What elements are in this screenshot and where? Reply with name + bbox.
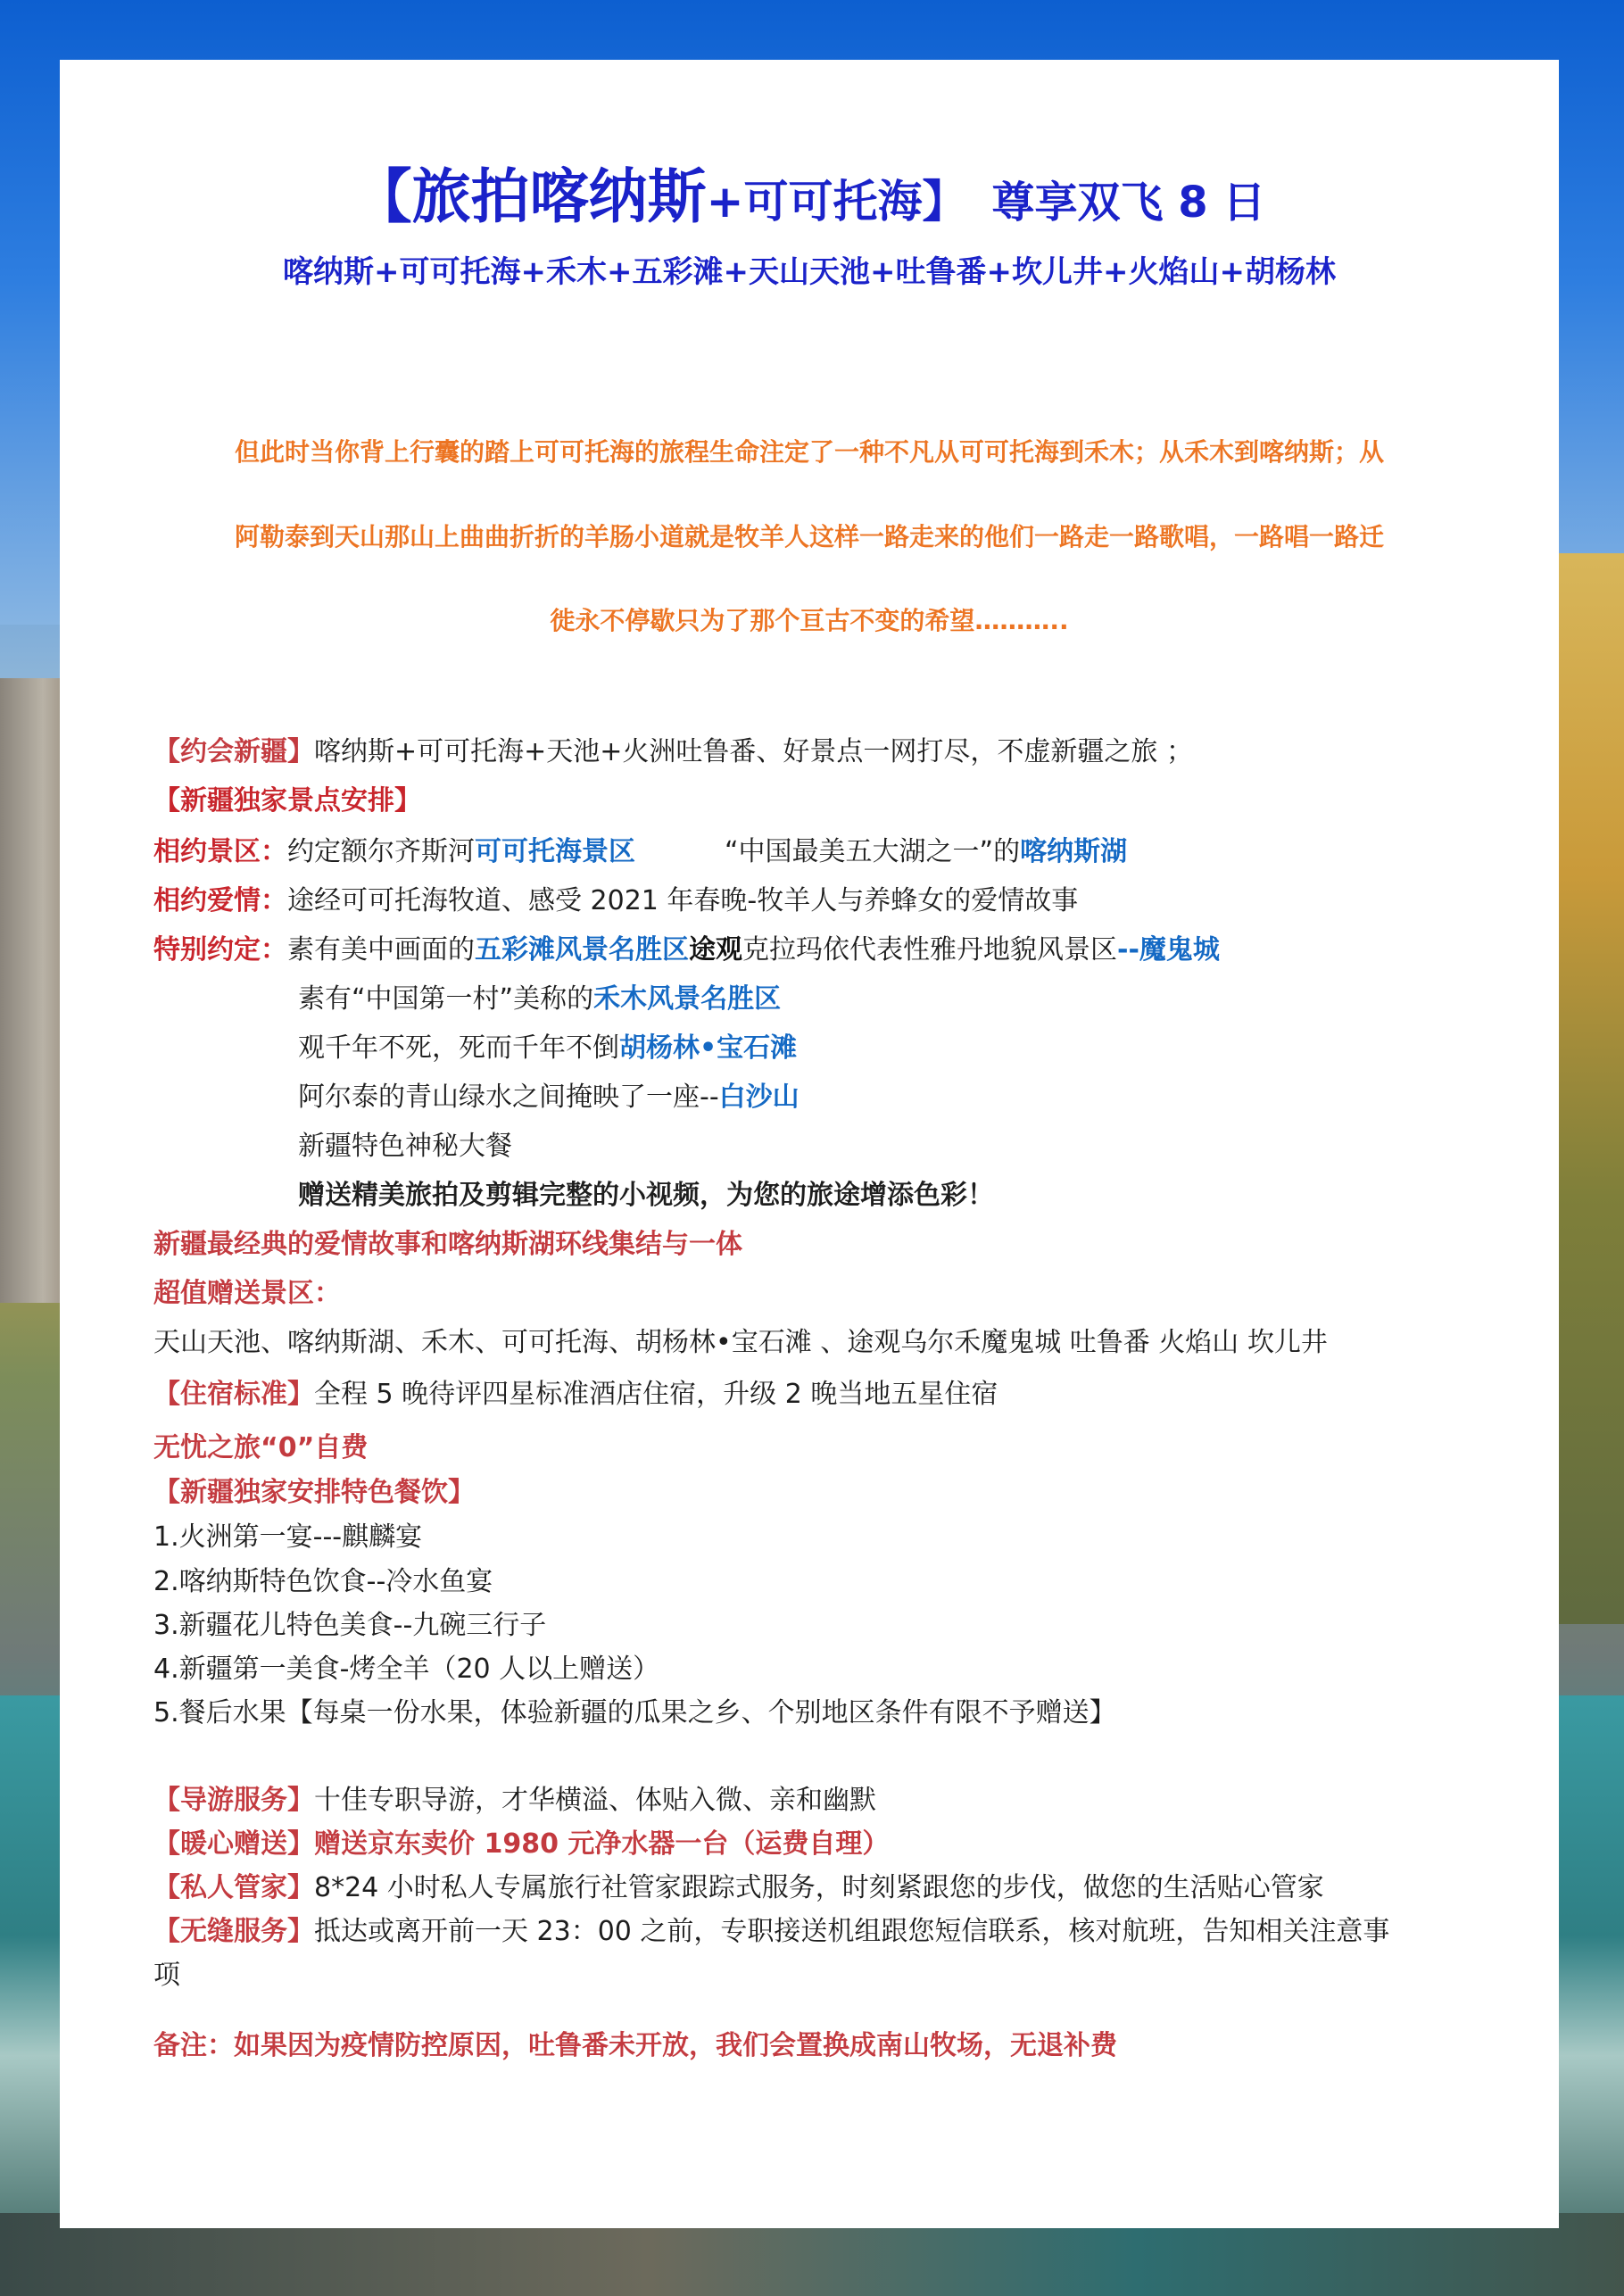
scenic-highlight-1: 可可托海景区: [475, 836, 635, 867]
indent-line: [298, 976, 781, 1015]
scenic-pre: 约定额尔齐斯河: [287, 836, 475, 867]
date-line: [153, 729, 1193, 768]
food-item: 5.餐后水果【每桌一份水果，体验新疆的瓜果之乡、个别地区条件有限不予赠送】: [153, 1697, 1116, 1728]
indent-line: [298, 1025, 797, 1065]
butler-tag: 【私人管家】: [153, 1872, 314, 1903]
scenic-mid: “中国最美五大湖之一”的: [725, 836, 1021, 867]
indent-highlight: 胡杨林•宝石滩: [619, 1032, 798, 1064]
hotel-line: [153, 1372, 998, 1411]
hotel-tag: 【住宿标准】: [153, 1379, 314, 1410]
bonus-heading: 超值赠送景区：: [153, 1278, 341, 1309]
intro-line-2: 阿勒泰到天山那山上曲曲折折的羊肠小道就是牧羊人这样一路走来的他们一路走一路歌唱，一路唱一路迁: [234, 522, 1384, 551]
special-mid: 克拉玛依代表性雅丹地貌风景区: [742, 934, 1117, 966]
butler-text: 8*24 小时私人专属旅行社管家跟踪式服务，时刻紧跟您的步伐，做您的生活贴心管家: [314, 1872, 1324, 1903]
seamless-tag: 【无缝服务】: [153, 1916, 314, 1947]
special-highlight-2: --魔鬼城: [1117, 934, 1220, 966]
title-main: 【旅拍喀纳斯: [352, 162, 707, 231]
zero-fee-line: 无忧之旅“0”自费: [153, 1432, 369, 1463]
guide-tag: 【导游服务】: [153, 1785, 314, 1816]
food-item: 4.新疆第一美食-烤全羊（20 人以上赠送）: [153, 1654, 660, 1685]
special-label: 特别约定：: [153, 934, 287, 966]
love-text: 途经可可托海牧道、感受 2021 年春晚-牧羊人与养蜂女的爱情故事: [287, 885, 1079, 916]
warm-gift-tag: 【暖心赠送】: [153, 1828, 314, 1860]
love-line: [153, 878, 1078, 917]
gift-video-line: 赠送精美旅拍及剪辑完整的小视频，为您的旅途增添色彩！: [298, 1180, 994, 1211]
indent-highlight: 禾木风景名胜区: [593, 983, 782, 1015]
food-item: 3.新疆花儿特色美食--九碗三行子: [153, 1610, 547, 1641]
seamless-line-continued: 项: [153, 1960, 180, 1991]
exclusive-heading: 【新疆独家景点安排】: [153, 785, 421, 816]
warm-gift-line: [153, 1821, 889, 1861]
guide-line: [153, 1778, 876, 1817]
warm-gift-text: 赠送京东卖价 1980 元净水器一台（运费自理）: [314, 1828, 890, 1860]
scenic-label: 相约景区：: [153, 836, 287, 867]
hotel-text: 全程 5 晚待评四星标准酒店住宿，升级 2 晚当地五星住宿: [314, 1379, 998, 1410]
food-item: 1.火洲第一宴---麒麟宴: [153, 1521, 423, 1553]
butler-line: [153, 1865, 1324, 1904]
note-line: 备注：如果因为疫情防控原因，吐鲁番未开放，我们会置换成南山牧场，无退补费: [153, 2030, 1117, 2061]
content-card: [60, 60, 1559, 2228]
date-tag: 【约会新疆】: [153, 736, 314, 767]
title-plus: +可可托海】: [706, 176, 967, 228]
love-label: 相约爱情：: [153, 885, 287, 916]
bonus-list: 天山天池、喀纳斯湖、禾木、可可托海、胡杨林•宝石滩 、途观乌尔禾魔鬼城 吐鲁番 火焰山 坎儿井: [153, 1327, 1328, 1358]
indent-text: 阿尔泰的青山绿水之间掩映了一座--: [298, 1082, 719, 1113]
special-highlight-1: 五彩滩风景名胜区: [475, 934, 689, 966]
route-subtitle: 喀纳斯+可可托海+禾木+五彩滩+天山天池+吐鲁番+坎儿井+火焰山+胡杨林: [283, 254, 1336, 290]
date-text: 喀纳斯+可可托海+天池+火洲吐鲁番、好景点一网打尽，不虚新疆之旅 ；: [314, 736, 1193, 767]
background-trees: [1553, 553, 1624, 1624]
title-sub: 尊享双飞 8 日: [991, 178, 1266, 228]
indent-text: 新疆特色神秘大餐: [298, 1131, 512, 1162]
intro-line-1: 但此时当你背上行囊的踏上可可托海的旅程生命注定了一种不凡从可可托海到禾木；从禾木到喀纳斯；从: [234, 437, 1384, 467]
guide-text: 十佳专职导游，才华横溢、体贴入微、亲和幽默: [314, 1785, 876, 1816]
indent-line: [298, 1074, 800, 1114]
scenic-line: [153, 829, 1127, 868]
food-heading: 【新疆独家安排特色餐饮】: [153, 1477, 475, 1508]
seamless-text: 抵达或离开前一天 23：00 之前，专职接送机组跟您短信联系，核对航班，告知相关注意事: [314, 1916, 1390, 1947]
indent-text: 观千年不死，死而千年不倒: [298, 1032, 619, 1064]
special-bold: 途观: [689, 934, 742, 966]
indent-highlight: 白沙山: [718, 1082, 800, 1113]
indent-text: 素有“中国第一村”美称的: [298, 983, 594, 1015]
food-item: 2.喀纳斯特色饮食--冷水鱼宴: [153, 1566, 493, 1597]
classic-line: 新疆最经典的爱情故事和喀纳斯湖环线集结与一体: [153, 1229, 742, 1260]
special-line: [153, 927, 1220, 966]
indent-line: [298, 1123, 512, 1163]
special-pre: 素有美中画面的: [287, 934, 475, 966]
page-title: [60, 149, 1559, 234]
scenic-highlight-2: 喀纳斯湖: [1020, 836, 1128, 867]
seamless-line: [153, 1909, 1389, 1948]
intro-line-3: 徙永不停歇只为了那个亘古不变的希望………..: [550, 606, 1069, 635]
